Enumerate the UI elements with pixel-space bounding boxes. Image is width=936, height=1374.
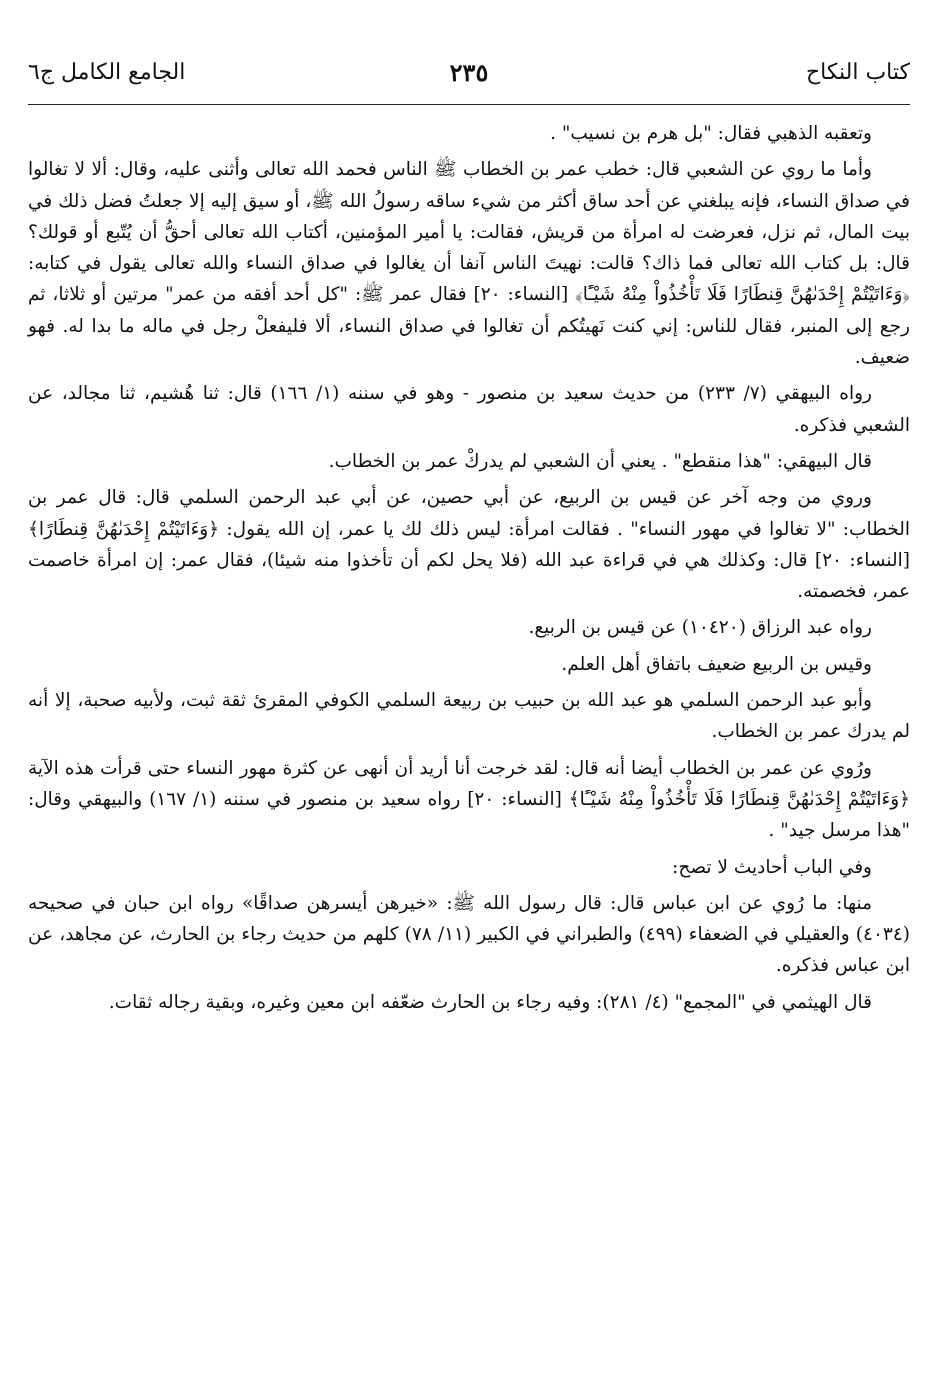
paragraph: ورُوي عن عمر بن الخطاب أيضا أنه قال: لقد خرجت أنا أريد أن أنهى عن كثرة مهور النساء حتى قرأت هذه الآية ﴿وَءَاتَيْتُمْ إِحْدَىٰهُنَّ قِنطَارًا فَلَا تَأْخُذُواْ مِنْهُ شَيْـًٔا﴾ [النساء: ٢٠] رواه سعيد بن منصور في سننه (١/ ١٦٧) والبيهقي وقال: "هذا مرسل جيد" . [28, 757, 910, 842]
paragraph: منها: ما رُوي عن ابن عباس قال: قال رسول الله ﷺ: «خيرهن أيسرهن صداقًا» رواه ابن حبان في صحيحه (٤٠٣٤) والعقيلي في الضعفاء (٤٩٩) والطبراني في الكبير (١١/ ٧٨) كلهم من حديث رجاء بن الحارث، عن مجاهد، عن ابن عباس فذكره. [28, 892, 910, 977]
chapter-title: كتاب النكاح [805, 60, 910, 85]
page-number: ٢٣٥ [449, 58, 489, 87]
paragraph: وفي الباب أحاديث لا تصح: [672, 856, 872, 878]
body-text [28, 118, 910, 1023]
book-title: الجامع الكامل ج٦ [28, 60, 186, 85]
paragraph: وأما ما روي عن الشعبي قال: خطب عمر بن الخطاب ﷺ الناس فحمد الله تعالى وأثنى عليه، وقال: ألا لا تغالوا في صداق النساء، فإنه يبلغني عن أحد ساق أكثر من شيء ساقه رسولُ الله ﷺ، أو سيق إليه إلا جعلتُ فضل ذلك في بيت المال، ثم نزل، فعرضت له امرأة من قريش، فقالت: يا أمير المؤمنين، أكتاب الله تعالى أحقُّ أن يُتّبع أو قولك؟ قال: بل كتاب الله تعالى فما ذاك؟ قالت: نهيتَ الناس آنفا أن يغالوا في صداق النساء والله تعالى يقول في كتابه: ﴿وَءَاتَيْتُمْ إِحْدَىٰهُنَّ قِنطَارًا فَلَا تَأْخُذُواْ مِنْهُ شَيْـًٔا﴾ [النساء: ٢٠] فقال عمر ﷺ: "كل أحد أفقه من عمر" مرتين أو ثلاثا، ثم رجع إلى المنبر، فقال للناس: إني كنت نَهيتُكم أن تغالوا في صداق النساء، ألا فليفعلْ رجل في ماله ما بدا له. فهو ضعيف. [28, 159, 910, 369]
paragraph: رواه البيهقي (٧/ ٢٣٣) من حديث سعيد بن منصور - وهو في سننه (١/ ١٦٦) قال: ثنا هُشيم، ثنا مجالد، عن الشعبي فذكره. [28, 383, 910, 436]
paragraph: وروي من وجه آخر عن قيس بن الربيع، عن أبي حصين، عن أبي عبد الرحمن السلمي قال: قال عمر بن الخطاب: "لا تغالوا في مهور النساء" . فقالت امرأة: ليس ذلك لك يا عمر، إن الله يقول: ﴿وَءَاتَيْتُمْ إِحْدَىٰهُنَّ قِنطَارًا﴾ [النساء: ٢٠] قال: وكذلك هي في قراءة عبد الله (فلا يحل لكم أن تأخذوا منه شيئا)، فقال عمر: إن امرأة خاصمت عمر، فخصمته. [28, 487, 911, 603]
paragraph: وقيس بن الربيع ضعيف باتفاق أهل العلم. [561, 653, 872, 675]
page-header [28, 56, 910, 96]
paragraph: وتعقبه الذهبي فقال: "بل هرم بن نسيب" . [550, 123, 872, 144]
paragraph: رواه عبد الرزاق (١٠٤٢٠) عن قيس بن الربيع. [528, 617, 872, 639]
header-rule [28, 104, 910, 105]
paragraph: قال الهيثمي في "المجمع" (٤/ ٢٨١): وفيه رجاء بن الحارث ضعّفه ابن معين وغيره، وبقية رجاله ثقات. [108, 991, 872, 1013]
paragraph: قال البيهقي: "هذا منقطع" . يعني أن الشعبي لم يدركْ عمر بن الخطاب. [328, 450, 872, 472]
paragraph: وأبو عبد الرحمن السلمي هو عبد الله بن حبيب بن ربيعة السلمي الكوفي المقرئ ثقة ثبت، ولأبيه صحبة، إلا أنه لم يدرك عمر بن الخطاب. [28, 690, 910, 743]
